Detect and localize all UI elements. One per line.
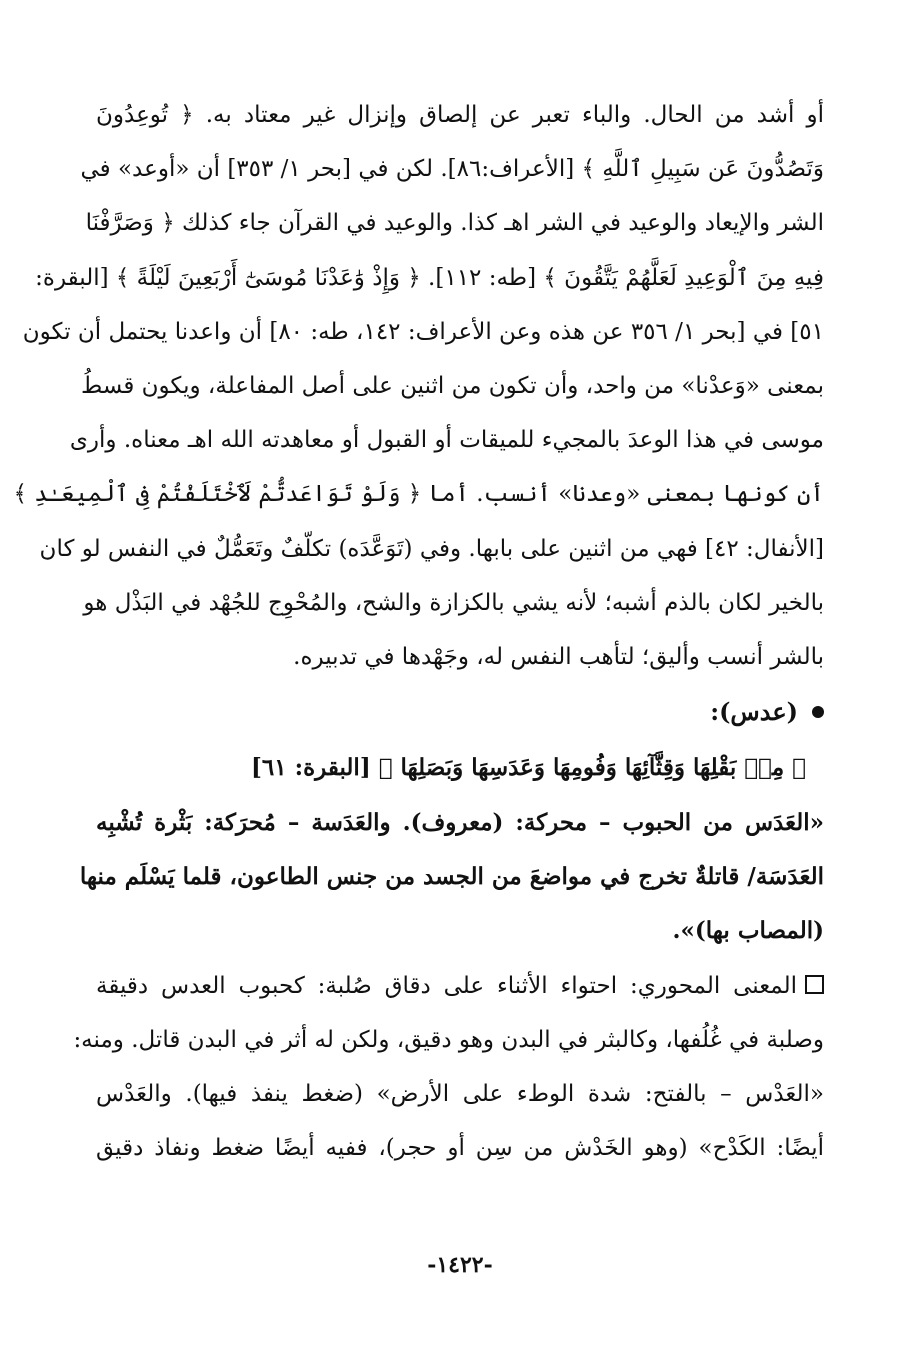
text-line: (المصاب بها)». [672, 917, 824, 945]
text-line: وصلبة في غُلُفها، وكالبثر في البدن وهو دقيق، ولكن له أثر في البدن قاتل. ومنه: [73, 1026, 824, 1053]
text-line: «العَدَس من الحبوب – محركة: (معروف). والعَدَسة – مُحرَكة: بَثْرة تُشْبِه [96, 809, 824, 837]
text-line: أو أشد من الحال. والباء تعبر عن إلصاق وإنزال غير معتاد به. ﴿ تُوعِدُونَ [96, 102, 824, 128]
entry-heading [96, 684, 824, 740]
text-line: أن كونها بمعنى «وعدنا» أنسب. أما ﴿ وَلَوْ تَوَاعَدتُّمْ لَٱخْتَلَفْتُمْ فِى ٱلْمِيعَـٰدِ ﴾ [13, 481, 824, 508]
text-line: [الأنفال: ٤٢] فهي من اثنين على بابها. وفي (تَوَعَّدَه) تكلّفٌ وتَعَمُّلٌ في النفس لو كان [39, 535, 824, 562]
page-number: -١٤٢٢- [427, 1252, 493, 1278]
text-line: بالخير لكان بالذم أشبه؛ لأنه يشي بالكزازة والشح، والمُحْوِج للجُهْد في البَذْل هو [83, 589, 824, 616]
bullet-icon [812, 706, 824, 718]
square-marker-icon [805, 975, 824, 994]
entry-heading-text: (عدس): [710, 697, 798, 727]
text-line: ٥١] في [بحر ١/ ٣٥٦ عن هذه وعن الأعراف: ١٤٢، طه: ٨٠] أن واعدنا يحتمل أن تكون [22, 318, 824, 345]
text-line: العَدَسَة/ قاتلةٌ تخرج في مواضعَ من الجسد من جنس الطاعون، قلما يَسْلَم منها [79, 863, 824, 891]
text-line: بمعنى «وَعدْنا» من واحد، وأن تكون من اثنين على أصل المفاعلة، ويكون قسطُ [80, 372, 824, 399]
core-meaning-first-line: المعنى المحوري: احتواء الأثناء على دقاق صُلبة: كحبوب العدس دقيقة [96, 972, 797, 999]
text-line: بالشر أنسب وأليق؛ لتأهب النفس له، وجَهْدها في تدبيره. [293, 643, 824, 670]
text-line: الشر والإيعاد والوعيد في الشر اهـ كذا. والوعيد في القرآن جاء كذلك ﴿ وَصَرَّفْنَا [85, 210, 824, 237]
core-meaning-paragraph [73, 959, 824, 1176]
text-line: أيضًا: الكَدْح» (وهو الخَدْش من سِن أو حجر)، ففيه أيضًا ضغط ونفاذ دقيق [96, 1135, 824, 1162]
quran-verse: ﴿ مِنۢ بَقْلِهَا وَقِثَّآئِهَا وَفُومِهَا وَعَدَسِهَا وَبَصَلِهَا ﴾ [البقرة: ٦١] [251, 754, 806, 782]
paragraph-1 [13, 88, 824, 684]
text-line [96, 959, 824, 1013]
text-line: وَتَصُدُّونَ عَن سَبِيلِ ٱللَّهِ ﴾ [الأعراف:٨٦]. لكن في [بحر ١/ ٣٥٣] أن «أوعد» في [80, 156, 824, 183]
dictionary-definition [79, 796, 824, 959]
text-line: «العَدْس – بالفتح: شدة الوطء على الأرض» (ضغط ينفذ فيها). والعَدْس [96, 1081, 824, 1107]
text-line: فِيهِ مِنَ ٱلْوَعِيدِ لَعَلَّهُمْ يَتَّقُونَ ﴾ [طه: ١١٢]. ﴿ وَإِذْ وَٰعَدْنَا مُوسَىٰٓ أَرْبَعِينَ لَيْلَةً ﴾ [البقرة: [35, 264, 824, 291]
text-line: موسى في هذا الوعدَ بالمجيء للميقات أو القبول أو معاهدته الله اهـ معناه. وأرى [69, 427, 824, 454]
